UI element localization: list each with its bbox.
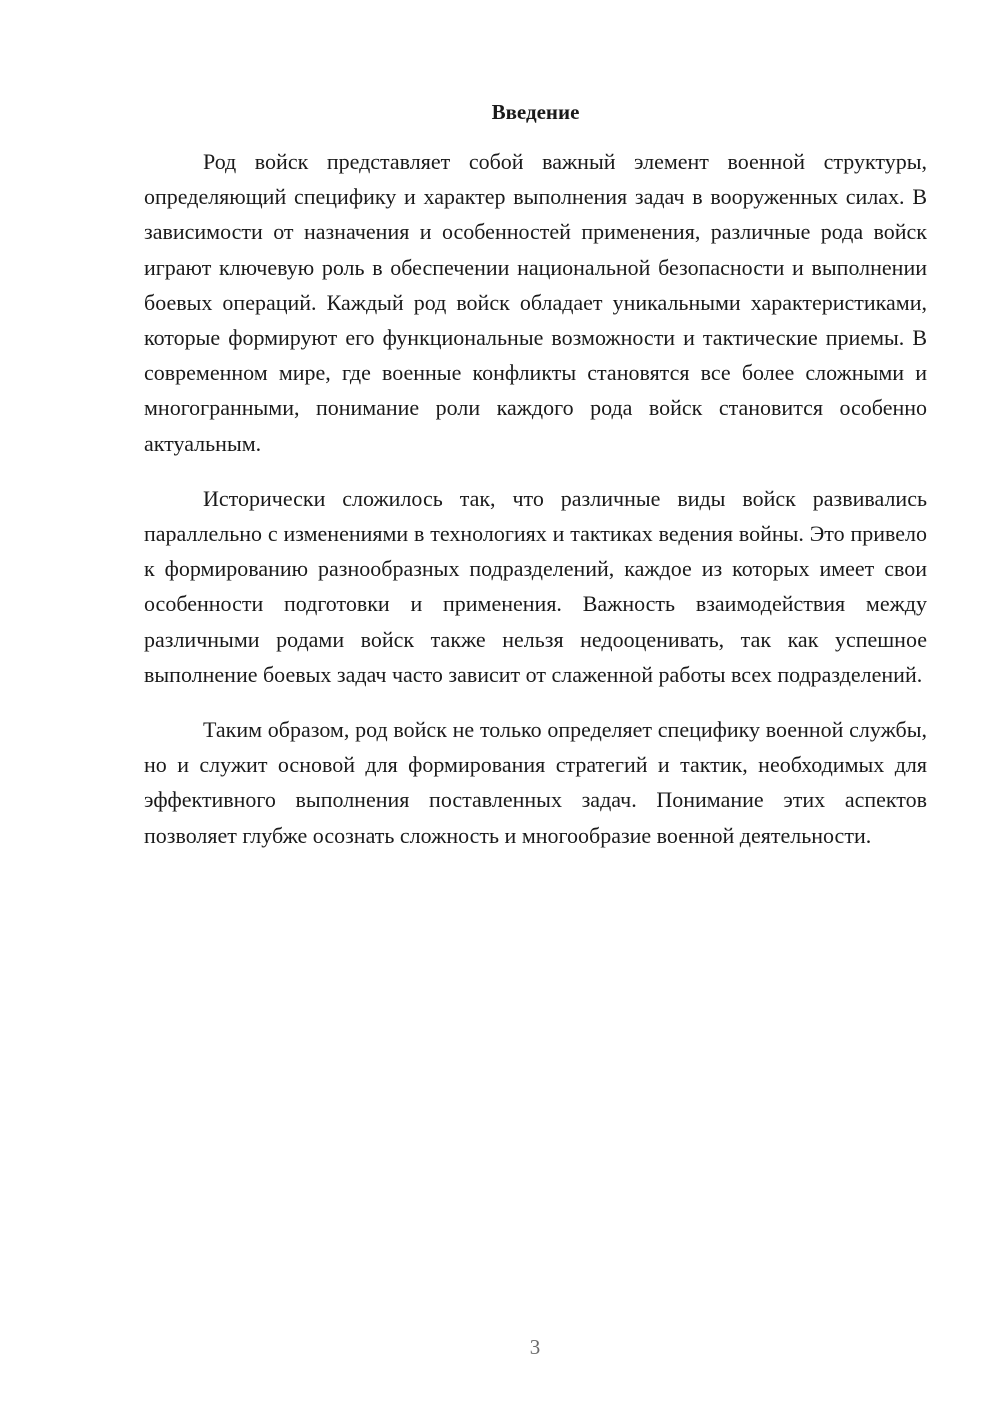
body-text [144,144,927,873]
page-number: 3 [529,1335,541,1359]
section-heading: Введение [491,100,580,124]
paragraph-1: Род войск представляет собой важный элемент военной структуры, определяющий специфику и характер выполнения задач в вооруженных силах. В зависимости от назначения и особенностей применения, различные рода войск играют ключевую роль в обеспечении национальной безопасности и выполнении боевых операций. Каждый род войск обладает уникальными характеристиками, которые формируют его функциональные возможности и тактические приемы. В современном мире, где военные конфликты становятся все более сложными и многогранными, понимание роли каждого рода войск становится особенно актуальным. [144,149,927,456]
paragraph-3: Таким образом, род войск не только определяет специфику военной службы, но и служит основой для формирования стратегий и тактик, необходимых для эффективного выполнения поставленных задач. Понимание этих аспектов позволяет глубже осознать сложность и многообразие военной деятельности. [144,717,927,848]
paragraph-2: Исторически сложилось так, что различные виды войск развивались параллельно с изменениями в технологиях и тактиках ведения войны. Это привело к формированию разнообразных подразделений, каждое из которых имеет свои особенности подготовки и применения. Важность взаимодействия между различными родами войск также нельзя недооценивать, так как успешное выполнение боевых задач часто зависит от слаженной работы всех подразделений. [144,485,927,687]
